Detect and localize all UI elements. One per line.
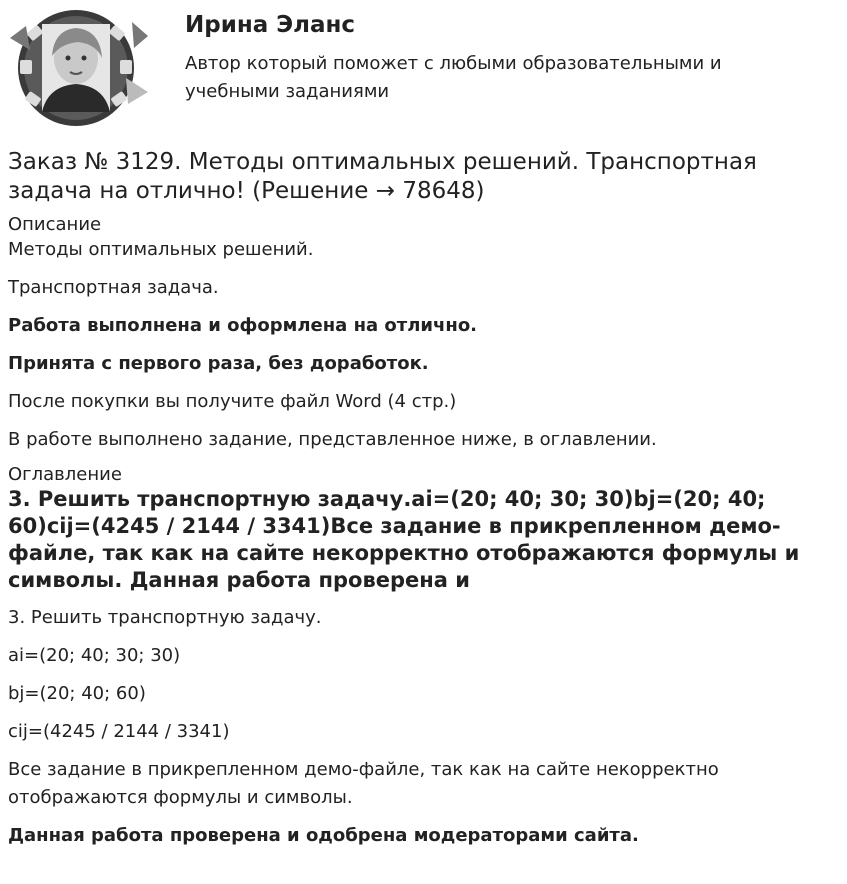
toc-line: cij=(4245 / 2144 / 3341) bbox=[8, 721, 230, 742]
description-label: Описание bbox=[8, 214, 102, 235]
description-line: После покупки вы получите файл Word (4 стр.) bbox=[8, 391, 457, 412]
order-content bbox=[8, 148, 840, 850]
toc-heading: 3. Решить транспортную задачу.ai=(20; 40; 30; 30)bj=(20; 40; 60)cij=(4245 / 2144 / 3341)Все задание в прикрепленном демо-файле, так как на сайте некорректно отображаются формулы и символы. Данная работа проверена и bbox=[8, 487, 800, 592]
description-line-bold: Работа выполнена и оформлена на отлично. bbox=[8, 315, 478, 336]
toc-line: ai=(20; 40; 30; 30) bbox=[8, 645, 181, 666]
author-description: Автор который поможет с любыми образовательными и учебными заданиями bbox=[185, 53, 722, 102]
description-line: В работе выполнено задание, представленное ниже, в оглавлении. bbox=[8, 429, 657, 450]
description-line-bold: Принята с первого раза, без доработок. bbox=[8, 353, 429, 374]
author-card bbox=[0, 0, 847, 140]
toc-line: Все задание в прикрепленном демо-файле, так как на сайте некорректно отображаются формулы и символы. bbox=[8, 759, 719, 808]
toc-line: 3. Решить транспортную задачу. bbox=[8, 607, 322, 628]
user-photo-icon bbox=[8, 8, 150, 128]
description-line: Транспортная задача. bbox=[8, 277, 219, 298]
toc-line: bj=(20; 40; 60) bbox=[8, 683, 146, 704]
toc-line-bold: Данная работа проверена и одобрена модераторами сайта. bbox=[8, 825, 639, 846]
toc-label: Оглавление bbox=[8, 464, 122, 485]
page-title: Заказ № 3129. Методы оптимальных решений. Транспортная задача на отлично! (Решение → 78648) bbox=[8, 149, 757, 204]
author-name: Ирина Эланс bbox=[185, 12, 356, 38]
description-line: Методы оптимальных решений. bbox=[8, 239, 314, 260]
